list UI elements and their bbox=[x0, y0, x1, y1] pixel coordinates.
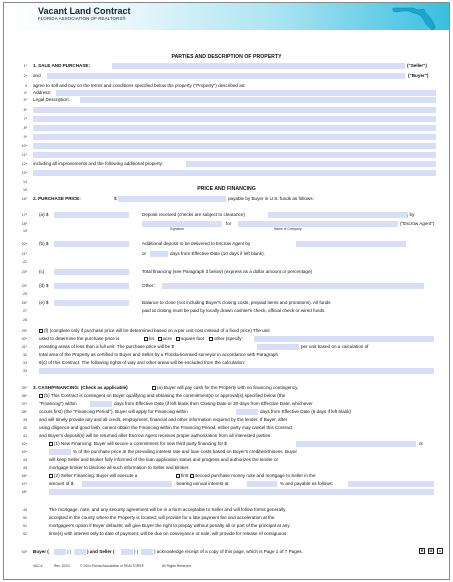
price-heading: PRICE AND FINANCING bbox=[197, 186, 256, 192]
per-unit-checkbox[interactable] bbox=[39, 329, 43, 333]
purchase-price-label: 2. PURCHASE PRICE: bbox=[33, 196, 81, 201]
financing-contingent-text: (b) This Contract is contingent on Buyer qualifying and obtaining the commitment(s) or approval(s) specified below (the bbox=[44, 393, 286, 398]
lot-checkbox[interactable] bbox=[144, 337, 148, 341]
acknowledgement-row bbox=[4, 549, 449, 559]
cash-checkbox[interactable] bbox=[152, 386, 156, 390]
row-20 bbox=[4, 241, 449, 251]
or-text: or bbox=[142, 251, 147, 256]
payment-terms-line[interactable] bbox=[49, 489, 434, 495]
line-number: 49 bbox=[23, 508, 27, 512]
initials-separator: ) ( bbox=[67, 549, 72, 554]
improvements-text: including all improvements and the following additional property: bbox=[33, 161, 164, 166]
balance-e-text-2: paid at closing must be paid by locally drawn cashier's check, official check or wired funds. bbox=[142, 308, 326, 313]
other-d-field[interactable] bbox=[54, 283, 129, 289]
seller-financing-checkbox[interactable] bbox=[49, 474, 53, 478]
line-number: 38* bbox=[21, 410, 27, 414]
legal-description-field[interactable] bbox=[80, 97, 436, 103]
line-number: 26* bbox=[21, 301, 27, 305]
parties-heading: PARTIES AND DESCRIPTION OF PROPERTY bbox=[171, 54, 282, 60]
equal-housing-icon: = bbox=[438, 549, 442, 553]
line-number: 10* bbox=[21, 144, 27, 148]
financing-days-text: days from Effective Date (if left blank then Closing Date or 30 days from Effective Date, whichever bbox=[114, 401, 313, 406]
line-number: 34 bbox=[23, 369, 27, 373]
deposit-method-field[interactable] bbox=[268, 212, 408, 218]
cash-text: (a) Buyer will pay cash for the Property with no financing contingency. bbox=[157, 385, 299, 390]
line-number: 32 bbox=[23, 353, 27, 357]
seller-financing-amount-field[interactable] bbox=[82, 481, 172, 487]
deposit-return-text: and Buyer's deposit(s) will be returned after Escrow Agent receives proper authorization from all interested parties. bbox=[39, 433, 272, 438]
financing-days-field[interactable] bbox=[90, 401, 112, 407]
line-number: 2* bbox=[23, 74, 27, 78]
excluded-areas-text: 8(c) of this Contract. The following rights of way and other areas will be excluded from the calculation: bbox=[39, 360, 246, 365]
first-label: first bbox=[181, 473, 189, 478]
seller-name-field[interactable] bbox=[112, 63, 405, 69]
other-d-label: (d) $ bbox=[39, 283, 49, 288]
other-d-text: Other: bbox=[142, 283, 155, 288]
line-number: 1* bbox=[23, 64, 27, 68]
line-number: 15 bbox=[23, 188, 27, 192]
per-unit-text: (f) (complete only if purchase price will be determined based on a per unit cost instead of a fixed price) The unit bbox=[44, 328, 270, 333]
legal-description-line[interactable] bbox=[33, 125, 436, 131]
buyer-name-field[interactable] bbox=[47, 73, 405, 79]
seller-financing-text: (2) Seller Financing: Buyer will execute a bbox=[54, 473, 138, 478]
line-number: 3 bbox=[25, 84, 27, 88]
balance-e-field[interactable] bbox=[54, 300, 129, 306]
line-number: 12* bbox=[21, 162, 27, 166]
lot-label: lot bbox=[149, 336, 154, 341]
address-label: Address: bbox=[33, 90, 52, 95]
footer-logos bbox=[419, 548, 443, 554]
balance-e-text: Balance to close (not including Buyer's closing costs, prepaid items and prorations). All funds bbox=[142, 300, 331, 305]
deposit-b-text: Additional deposit to be delivered to Escrow Agent by bbox=[142, 241, 251, 246]
line-number: 20* bbox=[21, 242, 27, 246]
deposit-b-field[interactable] bbox=[54, 241, 129, 247]
deposit-a-label: (a) $ bbox=[39, 212, 49, 217]
line-number: 4* bbox=[23, 91, 27, 95]
footer bbox=[4, 565, 449, 575]
company-caption: Name of Company bbox=[274, 227, 302, 231]
line-number: 21* bbox=[21, 252, 27, 256]
additional-property-line[interactable] bbox=[33, 170, 436, 176]
line-number: 19 bbox=[23, 229, 27, 233]
contract-page bbox=[3, 2, 450, 580]
acre-checkbox[interactable] bbox=[158, 337, 162, 341]
diligence-text: using diligence and good faith, cannot obtain the Financing within the Financing Period, either party may cancel this Contract bbox=[39, 425, 293, 430]
new-financing-text: (1) New Financing: Buyer will secure a commitment for new third party financing for $ bbox=[54, 441, 227, 446]
or-text: or bbox=[419, 441, 424, 446]
escrow-agent-tag: ("Escrow Agent") bbox=[400, 221, 435, 226]
financing-c-field[interactable] bbox=[54, 269, 129, 275]
line-number: 11* bbox=[21, 153, 27, 157]
line-number: 47* bbox=[21, 482, 27, 486]
credit-info-text: and will timely provide any and all credit, employment, financial and other information required by the lender. If Buyer, after bbox=[39, 417, 288, 422]
line-number: 33 bbox=[23, 361, 27, 365]
row-1 bbox=[4, 63, 449, 73]
line-number: 13* bbox=[21, 171, 27, 175]
escrow-company-field[interactable] bbox=[238, 221, 398, 227]
signature-caption: Signature bbox=[170, 227, 185, 231]
seller-initials-label: ) and Seller ( bbox=[87, 549, 115, 554]
per-unit-price-field[interactable] bbox=[257, 344, 299, 350]
dollar-sign: $ bbox=[114, 196, 117, 201]
deposit-b-days-text: days from Effective Date (10 days if left blank). bbox=[170, 251, 265, 256]
line-number: 35* bbox=[21, 386, 27, 390]
other-unit-label: other (specify: bbox=[214, 336, 243, 341]
financing-period-text: occurs first) (the "Financing Period"). Buyer will apply for Financing within bbox=[39, 409, 188, 414]
line-number: 53* bbox=[21, 550, 27, 554]
line-number: 29* bbox=[21, 329, 27, 333]
second-mortgage-text: second purchase money note and mortgage to Seller in the bbox=[195, 473, 316, 478]
line-number: 45 bbox=[23, 466, 27, 470]
default-text: mortgagee's option if Buyer defaults; will give Buyer the right to prepay without penalty all or part of the principal at any bbox=[49, 523, 290, 528]
deposit-a-text: Deposit received (checks are subject to clearance) bbox=[142, 212, 245, 217]
line-number: 46* bbox=[21, 474, 27, 478]
line-number: 6* bbox=[23, 108, 27, 112]
prorating-text: prorating areas of less than a full unit. The purchase price will be $ bbox=[39, 344, 174, 349]
other-unit-checkbox[interactable] bbox=[209, 337, 213, 341]
mls-logo-icon: M bbox=[429, 549, 433, 553]
buyer-initials-label: Buyer ( bbox=[33, 549, 49, 554]
form-subtitle: FLORIDA ASSOCIATION OF REALTORS® bbox=[38, 16, 126, 21]
seller-tag: ("Seller") bbox=[407, 63, 427, 68]
mortgage-form-text: The mortgage, note, and any security agreement will be in a form acceptable to Seller and will follow forms generally bbox=[49, 507, 286, 512]
deposit-b-date-field[interactable] bbox=[296, 241, 406, 247]
line-number: 5* bbox=[23, 98, 27, 102]
and-label: and bbox=[33, 73, 41, 78]
line-number: 18* bbox=[21, 222, 27, 226]
revision: Rev. 10/04 bbox=[54, 564, 70, 568]
legal-description-line[interactable] bbox=[33, 134, 436, 140]
acknowledge-text: ) acknowledge receipt of a copy of this page, which is Page 1 of 7 Pages. bbox=[154, 549, 303, 554]
for-text: for bbox=[226, 221, 232, 226]
line-number: 16* bbox=[21, 197, 27, 201]
legal-description-line[interactable] bbox=[33, 143, 436, 149]
row-2 bbox=[4, 73, 449, 83]
line-number: 28 bbox=[23, 318, 27, 322]
interest-rate-field[interactable] bbox=[247, 481, 277, 487]
square-foot-label: square foot bbox=[181, 336, 204, 341]
prevailing-rate-text: % of the purchase price at the prevailing interest rate and loan costs based on Buyer's creditworthiness. Buyer bbox=[73, 449, 298, 454]
line-number: 52 bbox=[23, 532, 27, 536]
line-number: 40 bbox=[23, 426, 27, 430]
payment-terms-field[interactable] bbox=[348, 481, 434, 487]
excluded-areas-field[interactable] bbox=[39, 368, 434, 374]
line-number: 30* bbox=[21, 337, 27, 341]
line-number: 7* bbox=[23, 117, 27, 121]
line-number: 22 bbox=[23, 260, 27, 264]
legal-description-line[interactable] bbox=[33, 152, 436, 158]
legal-description-line[interactable] bbox=[33, 116, 436, 122]
deposit-b-days-field[interactable] bbox=[150, 251, 168, 257]
initials-separator: ) ( bbox=[134, 549, 139, 554]
other-unit-field[interactable] bbox=[254, 336, 434, 342]
conveyance-text: time(s) with interest only to date of payment; will be due on conveyance or sale; will provide for release of contiguous bbox=[49, 531, 287, 536]
financing-c-label: (c) bbox=[39, 269, 45, 274]
legal-description-label: Legal Description: bbox=[33, 97, 70, 102]
deposit-b-label: (b) $ bbox=[39, 241, 49, 246]
financing-contingent-checkbox[interactable] bbox=[39, 394, 43, 398]
line-number: 43* bbox=[21, 450, 27, 454]
balance-e-label: (e) $ bbox=[39, 300, 49, 305]
buyer-tag: ("Buyer") bbox=[408, 73, 429, 78]
line-number: 9* bbox=[23, 135, 27, 139]
unit-text: used to determine the purchase price is bbox=[39, 336, 120, 341]
first-mortgage-checkbox[interactable] bbox=[176, 474, 180, 478]
new-financing-percent-field[interactable] bbox=[49, 449, 71, 455]
line-number: 17* bbox=[21, 213, 27, 217]
total-area-text: total area of the Property as certified to Buyer and Seller by a Florida-licensed surveyor in accordance with Paragraph bbox=[39, 352, 278, 357]
line-number: 41 bbox=[23, 434, 27, 438]
form-id: VAC-6 bbox=[33, 564, 43, 568]
address-field[interactable] bbox=[56, 90, 436, 96]
other-d-description-field[interactable] bbox=[162, 283, 424, 289]
payable-text: payable by Buyer in U.S. funds as follows: bbox=[228, 196, 314, 201]
rights-reserved: All Rights Reserved bbox=[162, 564, 191, 568]
seller-initials-field-2[interactable] bbox=[141, 549, 153, 555]
line-number: 31* bbox=[21, 345, 27, 349]
line-number: 27 bbox=[23, 309, 27, 313]
line-number: 44 bbox=[23, 458, 27, 462]
loan-status-text: will keep Seller and Broker fully informed of the loan application status and progress and authorizes the lender or bbox=[49, 457, 279, 462]
apply-days-text: days from Effective Date (5 days if left blank) bbox=[260, 409, 352, 414]
line-number: 50 bbox=[23, 516, 27, 520]
amount-label: amount of $ bbox=[49, 481, 74, 486]
seller-initials-field-1[interactable] bbox=[121, 549, 133, 555]
row-16 bbox=[4, 196, 449, 206]
new-financing-amount-field[interactable] bbox=[296, 441, 416, 447]
form-title: Vacant Land Contract bbox=[38, 6, 131, 16]
copyright: © 2004 Florida Association of REALTORS® bbox=[80, 564, 144, 568]
calculation-text: per unit based on a calculation of bbox=[301, 344, 369, 349]
purchase-price-field[interactable] bbox=[118, 196, 226, 202]
annual-interest-text: , bearing annual interest at bbox=[174, 481, 229, 486]
legal-description-line[interactable] bbox=[33, 107, 436, 113]
second-mortgage-checkbox[interactable] bbox=[190, 474, 194, 478]
new-financing-checkbox[interactable] bbox=[49, 442, 53, 446]
additional-property-field[interactable] bbox=[186, 161, 436, 167]
disclose-text: mortgage broker to disclose all such information to Seller and Broker. bbox=[49, 465, 190, 470]
realtor-logo-icon: R bbox=[420, 549, 424, 553]
line-number: 8* bbox=[23, 126, 27, 130]
agree-text: agree to sell and buy on the terms and conditions specified below the property ("Property") described as: bbox=[33, 83, 246, 88]
county-text: accepted in the county where the Property is located; will provide for a late payment fee and acceleration at the bbox=[49, 515, 275, 520]
line-number: 42* bbox=[21, 442, 27, 446]
by-text: , by bbox=[407, 212, 415, 217]
payable-as-follows-text: % and payable as follows: bbox=[280, 481, 334, 486]
florida-map-icon bbox=[391, 5, 439, 31]
row-5 bbox=[4, 97, 449, 107]
sale-purchase-label: 1. SALE AND PURCHASE: bbox=[33, 63, 91, 68]
acre-label: acre bbox=[163, 336, 172, 341]
line-number: 48* bbox=[21, 490, 27, 494]
row-19 bbox=[4, 228, 449, 238]
apply-days-field[interactable] bbox=[236, 409, 258, 415]
line-number: 23* bbox=[21, 270, 27, 274]
line-number: 51 bbox=[23, 524, 27, 528]
buyer-initials-field-1[interactable] bbox=[54, 549, 66, 555]
cash-financing-label: 3. CASH/FINANCING: (Check as applicable) bbox=[33, 385, 128, 390]
form-header bbox=[4, 3, 449, 30]
line-number: 14 bbox=[23, 180, 27, 184]
line-number: 25 bbox=[23, 292, 27, 296]
buyer-initials-field-2[interactable] bbox=[74, 549, 86, 555]
deposit-a-field[interactable] bbox=[54, 212, 129, 218]
row-23 bbox=[4, 269, 449, 279]
line-number: 24* bbox=[21, 284, 27, 288]
line-number: 36* bbox=[21, 394, 27, 398]
line-number: 37* bbox=[21, 402, 27, 406]
financing-text: "Financing") within bbox=[39, 401, 77, 406]
financing-c-text: Total financing (see Paragraph 3 below) (express as a dollar amount or percentage) bbox=[142, 269, 313, 274]
square-foot-checkbox[interactable] bbox=[176, 337, 180, 341]
line-number: 39 bbox=[23, 418, 27, 422]
